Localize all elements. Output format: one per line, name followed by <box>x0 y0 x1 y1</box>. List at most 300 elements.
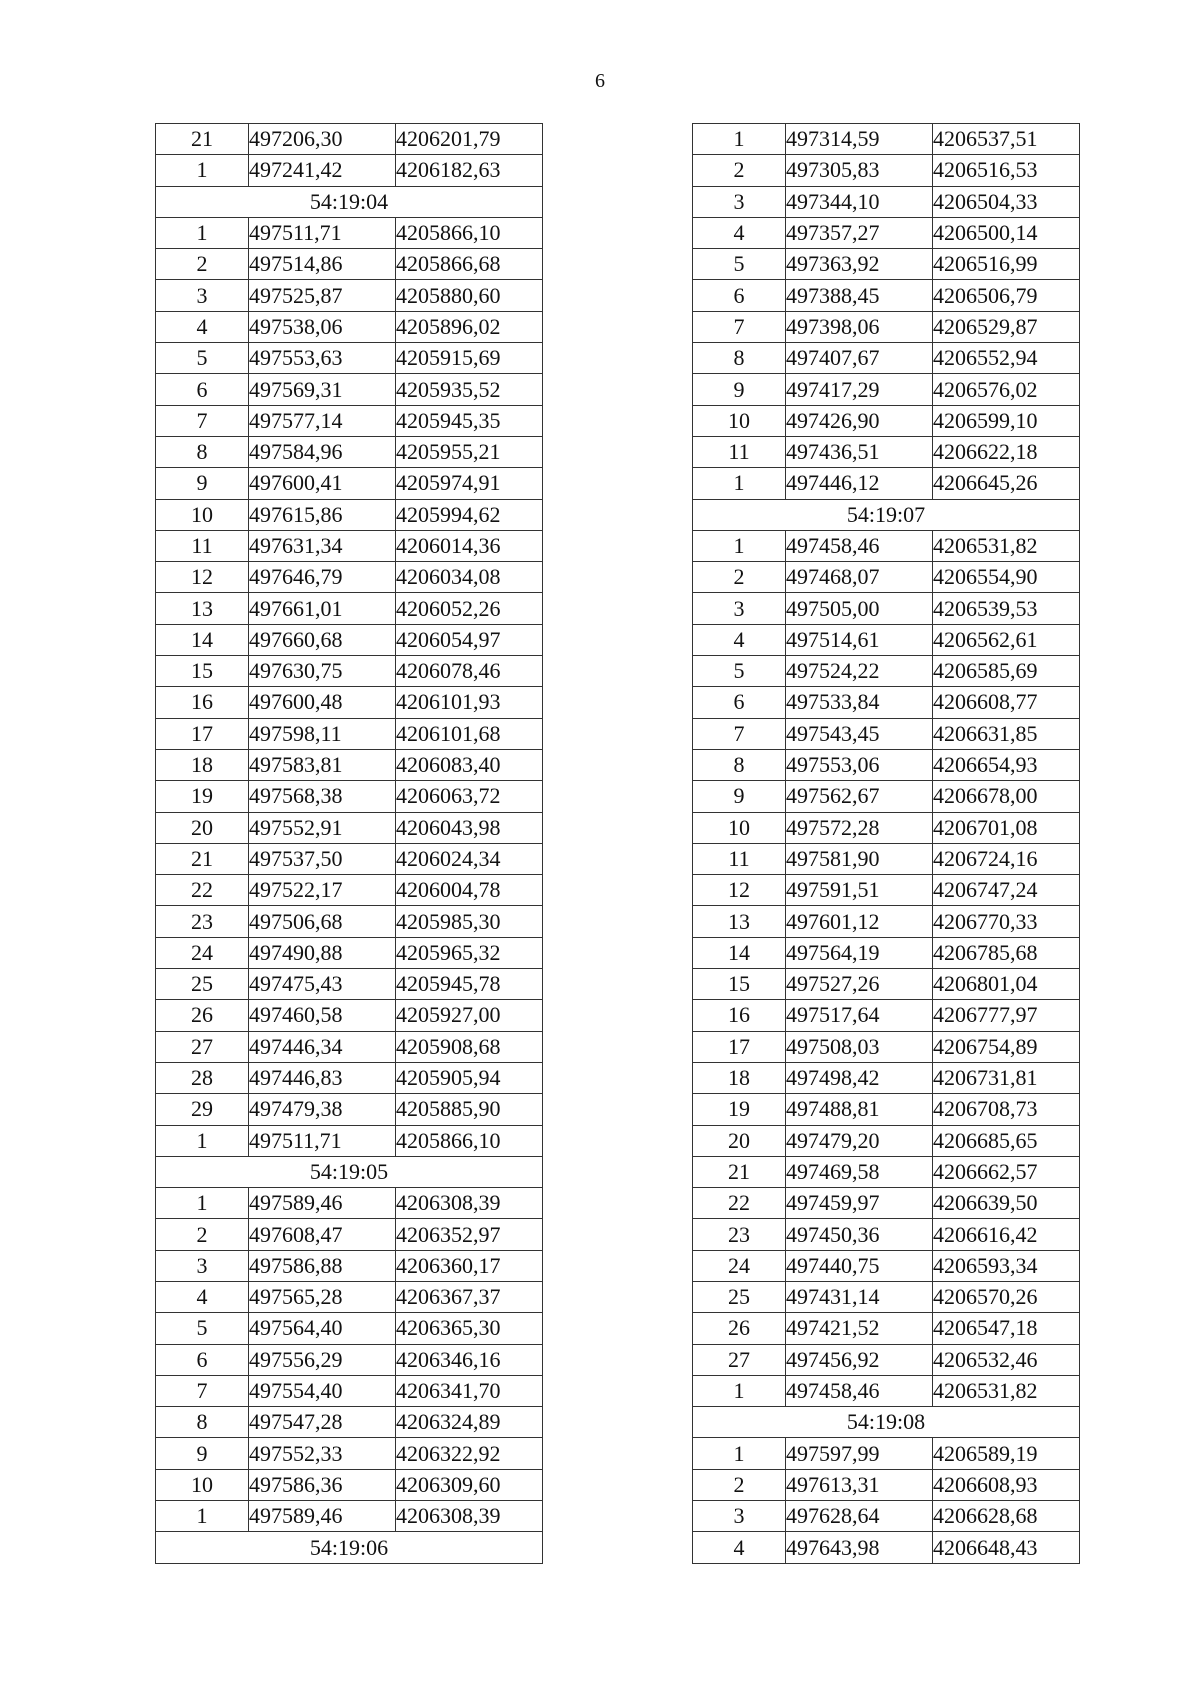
y-coordinate-cell: 4206078,46 <box>396 656 543 687</box>
x-coordinate-cell: 497562,67 <box>786 781 933 812</box>
x-coordinate-cell: 497479,38 <box>249 1094 396 1125</box>
table-row <box>693 906 1080 937</box>
x-coordinate-cell: 497426,90 <box>786 405 933 436</box>
cadastral-block-number: 54:19:07 <box>693 499 1080 530</box>
table-row <box>156 562 543 593</box>
y-coordinate-cell: 4206639,50 <box>933 1188 1080 1219</box>
table-row <box>693 1062 1080 1093</box>
point-number-cell: 7 <box>156 1375 249 1406</box>
x-coordinate-cell: 497446,34 <box>249 1031 396 1062</box>
y-coordinate-cell: 4205866,10 <box>396 1125 543 1156</box>
point-number-cell: 1 <box>693 468 786 499</box>
y-coordinate-cell: 4206346,16 <box>396 1344 543 1375</box>
y-coordinate-cell: 4206052,26 <box>396 593 543 624</box>
table-row <box>693 1469 1080 1500</box>
y-coordinate-cell: 4206532,46 <box>933 1344 1080 1375</box>
x-coordinate-cell: 497586,88 <box>249 1250 396 1281</box>
y-coordinate-cell: 4206785,68 <box>933 937 1080 968</box>
y-coordinate-cell: 4206063,72 <box>396 781 543 812</box>
table-row <box>693 124 1080 155</box>
y-coordinate-cell: 4206576,02 <box>933 374 1080 405</box>
point-number-cell: 11 <box>693 843 786 874</box>
section-header-row <box>693 1407 1080 1438</box>
table-row <box>693 1344 1080 1375</box>
point-number-cell: 15 <box>156 656 249 687</box>
x-coordinate-cell: 497586,36 <box>249 1469 396 1500</box>
x-coordinate-cell: 497613,31 <box>786 1469 933 1500</box>
table-row <box>156 1188 543 1219</box>
table-row <box>156 1407 543 1438</box>
table-row <box>693 280 1080 311</box>
point-number-cell: 17 <box>693 1031 786 1062</box>
table-row <box>693 155 1080 186</box>
point-number-cell: 4 <box>693 624 786 655</box>
x-coordinate-cell: 497314,59 <box>786 124 933 155</box>
table-row <box>156 1344 543 1375</box>
x-coordinate-cell: 497568,38 <box>249 781 396 812</box>
point-number-cell: 14 <box>156 624 249 655</box>
x-coordinate-cell: 497597,99 <box>786 1438 933 1469</box>
y-coordinate-cell: 4206034,08 <box>396 562 543 593</box>
y-coordinate-cell: 4205915,69 <box>396 343 543 374</box>
point-number-cell: 1 <box>156 1188 249 1219</box>
table-row <box>693 1094 1080 1125</box>
point-number-cell: 25 <box>693 1281 786 1312</box>
table-row <box>156 436 543 467</box>
point-number-cell: 5 <box>693 656 786 687</box>
x-coordinate-cell: 497553,63 <box>249 343 396 374</box>
x-coordinate-cell: 497450,36 <box>786 1219 933 1250</box>
x-coordinate-cell: 497398,06 <box>786 311 933 342</box>
x-coordinate-cell: 497357,27 <box>786 217 933 248</box>
y-coordinate-cell: 4206662,57 <box>933 1156 1080 1187</box>
point-number-cell: 18 <box>693 1062 786 1093</box>
table-row <box>693 436 1080 467</box>
x-coordinate-cell: 497517,64 <box>786 1000 933 1031</box>
y-coordinate-cell: 4206599,10 <box>933 405 1080 436</box>
point-number-cell: 3 <box>693 1501 786 1532</box>
x-coordinate-cell: 497456,92 <box>786 1344 933 1375</box>
table-row <box>693 311 1080 342</box>
y-coordinate-cell: 4206043,98 <box>396 812 543 843</box>
y-coordinate-cell: 4206777,97 <box>933 1000 1080 1031</box>
point-number-cell: 26 <box>156 1000 249 1031</box>
y-coordinate-cell: 4206352,97 <box>396 1219 543 1250</box>
table-row <box>156 593 543 624</box>
y-coordinate-cell: 4206341,70 <box>396 1375 543 1406</box>
point-number-cell: 2 <box>156 1219 249 1250</box>
x-coordinate-cell: 497554,40 <box>249 1375 396 1406</box>
section-header-row <box>156 1156 543 1187</box>
table-row <box>156 155 543 186</box>
y-coordinate-cell: 4205945,35 <box>396 405 543 436</box>
x-coordinate-cell: 497527,26 <box>786 969 933 1000</box>
y-coordinate-cell: 4206531,82 <box>933 530 1080 561</box>
point-number-cell: 2 <box>156 249 249 280</box>
y-coordinate-cell: 4206324,89 <box>396 1407 543 1438</box>
x-coordinate-cell: 497537,50 <box>249 843 396 874</box>
table-row <box>693 593 1080 624</box>
x-coordinate-cell: 497417,29 <box>786 374 933 405</box>
x-coordinate-cell: 497511,71 <box>249 217 396 248</box>
point-number-cell: 17 <box>156 718 249 749</box>
point-number-cell: 27 <box>156 1031 249 1062</box>
point-number-cell: 9 <box>156 1438 249 1469</box>
y-coordinate-cell: 4206608,77 <box>933 687 1080 718</box>
table-row <box>156 624 543 655</box>
point-number-cell: 6 <box>693 687 786 718</box>
x-coordinate-cell: 497241,42 <box>249 155 396 186</box>
x-coordinate-cell: 497388,45 <box>786 280 933 311</box>
x-coordinate-cell: 497436,51 <box>786 436 933 467</box>
y-coordinate-cell: 4206014,36 <box>396 530 543 561</box>
table-row <box>693 1125 1080 1156</box>
table-row <box>156 687 543 718</box>
x-coordinate-cell: 497508,03 <box>786 1031 933 1062</box>
table-row <box>156 280 543 311</box>
point-number-cell: 5 <box>156 343 249 374</box>
x-coordinate-cell: 497525,87 <box>249 280 396 311</box>
x-coordinate-cell: 497591,51 <box>786 875 933 906</box>
y-coordinate-cell: 4206308,39 <box>396 1501 543 1532</box>
y-coordinate-cell: 4206322,92 <box>396 1438 543 1469</box>
table-row <box>156 217 543 248</box>
point-number-cell: 4 <box>156 311 249 342</box>
x-coordinate-cell: 497407,67 <box>786 343 933 374</box>
x-coordinate-cell: 497446,12 <box>786 468 933 499</box>
x-coordinate-cell: 497600,48 <box>249 687 396 718</box>
x-coordinate-cell: 497421,52 <box>786 1313 933 1344</box>
x-coordinate-cell: 497589,46 <box>249 1501 396 1532</box>
point-number-cell: 7 <box>156 405 249 436</box>
table-row <box>693 405 1080 436</box>
point-number-cell: 9 <box>693 374 786 405</box>
y-coordinate-cell: 4206570,26 <box>933 1281 1080 1312</box>
table-row <box>693 875 1080 906</box>
x-coordinate-cell: 497498,42 <box>786 1062 933 1093</box>
table-row <box>156 530 543 561</box>
table-row <box>693 937 1080 968</box>
y-coordinate-cell: 4206770,33 <box>933 906 1080 937</box>
y-coordinate-cell: 4205905,94 <box>396 1062 543 1093</box>
x-coordinate-cell: 497577,14 <box>249 405 396 436</box>
table-row <box>156 1094 543 1125</box>
table-row <box>693 249 1080 280</box>
x-coordinate-cell: 497514,86 <box>249 249 396 280</box>
x-coordinate-cell: 497572,28 <box>786 812 933 843</box>
y-coordinate-cell: 4206024,34 <box>396 843 543 874</box>
x-coordinate-cell: 497564,40 <box>249 1313 396 1344</box>
x-coordinate-cell: 497583,81 <box>249 749 396 780</box>
x-coordinate-cell: 497431,14 <box>786 1281 933 1312</box>
x-coordinate-cell: 497630,75 <box>249 656 396 687</box>
table-row <box>156 1125 543 1156</box>
x-coordinate-cell: 497553,06 <box>786 749 933 780</box>
table-row <box>693 1031 1080 1062</box>
x-coordinate-cell: 497490,88 <box>249 937 396 968</box>
y-coordinate-cell: 4206539,53 <box>933 593 1080 624</box>
point-number-cell: 28 <box>156 1062 249 1093</box>
y-coordinate-cell: 4206516,99 <box>933 249 1080 280</box>
x-coordinate-cell: 497631,34 <box>249 530 396 561</box>
point-number-cell: 16 <box>156 687 249 718</box>
x-coordinate-cell: 497506,68 <box>249 906 396 937</box>
point-number-cell: 2 <box>693 562 786 593</box>
y-coordinate-cell: 4206685,65 <box>933 1125 1080 1156</box>
table-row <box>693 562 1080 593</box>
x-coordinate-cell: 497533,84 <box>786 687 933 718</box>
table-row <box>156 468 543 499</box>
table-row <box>156 1250 543 1281</box>
x-coordinate-cell: 497615,86 <box>249 499 396 530</box>
point-number-cell: 8 <box>156 436 249 467</box>
table-row <box>693 1250 1080 1281</box>
x-coordinate-cell: 497460,58 <box>249 1000 396 1031</box>
table-row <box>693 718 1080 749</box>
y-coordinate-cell: 4205935,52 <box>396 374 543 405</box>
point-number-cell: 13 <box>693 906 786 937</box>
table-row <box>156 124 543 155</box>
table-row <box>693 1281 1080 1312</box>
cadastral-block-number: 54:19:08 <box>693 1407 1080 1438</box>
table-row <box>156 1469 543 1500</box>
x-coordinate-cell: 497488,81 <box>786 1094 933 1125</box>
point-number-cell: 6 <box>693 280 786 311</box>
table-row <box>156 311 543 342</box>
table-row <box>693 530 1080 561</box>
table-row <box>156 499 543 530</box>
table-row <box>693 468 1080 499</box>
x-coordinate-cell: 497363,92 <box>786 249 933 280</box>
y-coordinate-cell: 4206504,33 <box>933 186 1080 217</box>
y-coordinate-cell: 4206506,79 <box>933 280 1080 311</box>
y-coordinate-cell: 4205974,91 <box>396 468 543 499</box>
y-coordinate-cell: 4206608,93 <box>933 1469 1080 1500</box>
y-coordinate-cell: 4206516,53 <box>933 155 1080 186</box>
x-coordinate-cell: 497505,00 <box>786 593 933 624</box>
y-coordinate-cell: 4205896,02 <box>396 311 543 342</box>
table-row <box>156 1062 543 1093</box>
y-coordinate-cell: 4206585,69 <box>933 656 1080 687</box>
y-coordinate-cell: 4206367,37 <box>396 1281 543 1312</box>
point-number-cell: 7 <box>693 311 786 342</box>
x-coordinate-cell: 497543,45 <box>786 718 933 749</box>
x-coordinate-cell: 497556,29 <box>249 1344 396 1375</box>
x-coordinate-cell: 497524,22 <box>786 656 933 687</box>
table-row <box>156 1313 543 1344</box>
x-coordinate-cell: 497468,07 <box>786 562 933 593</box>
x-coordinate-cell: 497552,91 <box>249 812 396 843</box>
cadastral-block-number: 54:19:06 <box>156 1532 543 1563</box>
y-coordinate-cell: 4206365,30 <box>396 1313 543 1344</box>
x-coordinate-cell: 497547,28 <box>249 1407 396 1438</box>
point-number-cell: 1 <box>156 217 249 248</box>
x-coordinate-cell: 497511,71 <box>249 1125 396 1156</box>
table-row <box>693 1438 1080 1469</box>
table-row <box>156 843 543 874</box>
x-coordinate-cell: 497601,12 <box>786 906 933 937</box>
page-number: 6 <box>595 70 605 92</box>
y-coordinate-cell: 4206529,87 <box>933 311 1080 342</box>
y-coordinate-cell: 4206360,17 <box>396 1250 543 1281</box>
table-row <box>693 969 1080 1000</box>
x-coordinate-cell: 497458,46 <box>786 530 933 561</box>
table-row <box>156 1031 543 1062</box>
section-header-row <box>156 186 543 217</box>
point-number-cell: 21 <box>693 1156 786 1187</box>
y-coordinate-cell: 4206678,00 <box>933 781 1080 812</box>
table-row <box>693 843 1080 874</box>
x-coordinate-cell: 497440,75 <box>786 1250 933 1281</box>
y-coordinate-cell: 4206083,40 <box>396 749 543 780</box>
point-number-cell: 20 <box>156 812 249 843</box>
table-row <box>693 781 1080 812</box>
y-coordinate-cell: 4206616,42 <box>933 1219 1080 1250</box>
section-header-row <box>693 499 1080 530</box>
y-coordinate-cell: 4205927,00 <box>396 1000 543 1031</box>
y-coordinate-cell: 4205965,32 <box>396 937 543 968</box>
point-number-cell: 24 <box>693 1250 786 1281</box>
cadastral-block-number: 54:19:05 <box>156 1156 543 1187</box>
cadastral-block-number: 54:19:04 <box>156 186 543 217</box>
y-coordinate-cell: 4206645,26 <box>933 468 1080 499</box>
table-row <box>693 1188 1080 1219</box>
point-number-cell: 1 <box>156 1125 249 1156</box>
x-coordinate-cell: 497459,97 <box>786 1188 933 1219</box>
y-coordinate-cell: 4206622,18 <box>933 436 1080 467</box>
x-coordinate-cell: 497538,06 <box>249 311 396 342</box>
table-row <box>156 1281 543 1312</box>
table-row <box>156 656 543 687</box>
y-coordinate-cell: 4206724,16 <box>933 843 1080 874</box>
point-number-cell: 13 <box>156 593 249 624</box>
y-coordinate-cell: 4206101,93 <box>396 687 543 718</box>
point-number-cell: 9 <box>693 781 786 812</box>
table-row <box>693 1532 1080 1563</box>
x-coordinate-cell: 497469,58 <box>786 1156 933 1187</box>
x-coordinate-cell: 497646,79 <box>249 562 396 593</box>
point-number-cell: 14 <box>693 937 786 968</box>
table-row <box>693 624 1080 655</box>
point-number-cell: 1 <box>693 1375 786 1406</box>
point-number-cell: 10 <box>693 812 786 843</box>
point-number-cell: 22 <box>156 875 249 906</box>
y-coordinate-cell: 4206308,39 <box>396 1188 543 1219</box>
point-number-cell: 23 <box>156 906 249 937</box>
y-coordinate-cell: 4206054,97 <box>396 624 543 655</box>
point-number-cell: 3 <box>156 1250 249 1281</box>
y-coordinate-cell: 4205945,78 <box>396 969 543 1000</box>
y-coordinate-cell: 4206500,14 <box>933 217 1080 248</box>
table-row <box>156 875 543 906</box>
point-number-cell: 29 <box>156 1094 249 1125</box>
x-coordinate-cell: 497569,31 <box>249 374 396 405</box>
y-coordinate-cell: 4206654,93 <box>933 749 1080 780</box>
x-coordinate-cell: 497600,41 <box>249 468 396 499</box>
table-row <box>156 1438 543 1469</box>
table-row <box>156 1375 543 1406</box>
coordinates-table-right-body <box>693 124 1080 1564</box>
x-coordinate-cell: 497643,98 <box>786 1532 933 1563</box>
point-number-cell: 19 <box>693 1094 786 1125</box>
point-number-cell: 2 <box>693 155 786 186</box>
table-row <box>156 1000 543 1031</box>
x-coordinate-cell: 497565,28 <box>249 1281 396 1312</box>
table-row <box>693 1501 1080 1532</box>
table-row <box>156 1501 543 1532</box>
table-row <box>156 343 543 374</box>
point-number-cell: 1 <box>156 155 249 186</box>
y-coordinate-cell: 4206547,18 <box>933 1313 1080 1344</box>
table-row <box>693 1219 1080 1250</box>
point-number-cell: 2 <box>693 1469 786 1500</box>
y-coordinate-cell: 4206731,81 <box>933 1062 1080 1093</box>
x-coordinate-cell: 497522,17 <box>249 875 396 906</box>
y-coordinate-cell: 4206801,04 <box>933 969 1080 1000</box>
point-number-cell: 20 <box>693 1125 786 1156</box>
table-row <box>693 186 1080 217</box>
table-row <box>693 656 1080 687</box>
table-row <box>156 781 543 812</box>
table-row <box>693 687 1080 718</box>
table-row <box>693 1313 1080 1344</box>
table-row <box>693 343 1080 374</box>
y-coordinate-cell: 4205908,68 <box>396 1031 543 1062</box>
point-number-cell: 21 <box>156 124 249 155</box>
y-coordinate-cell: 4205994,62 <box>396 499 543 530</box>
x-coordinate-cell: 497584,96 <box>249 436 396 467</box>
table-row <box>693 1156 1080 1187</box>
table-row <box>156 937 543 968</box>
table-row <box>156 374 543 405</box>
point-number-cell: 24 <box>156 937 249 968</box>
x-coordinate-cell: 497479,20 <box>786 1125 933 1156</box>
y-coordinate-cell: 4205955,21 <box>396 436 543 467</box>
point-number-cell: 10 <box>156 499 249 530</box>
y-coordinate-cell: 4206593,34 <box>933 1250 1080 1281</box>
point-number-cell: 12 <box>156 562 249 593</box>
y-coordinate-cell: 4205866,68 <box>396 249 543 280</box>
table-row <box>156 405 543 436</box>
point-number-cell: 4 <box>693 217 786 248</box>
point-number-cell: 27 <box>693 1344 786 1375</box>
point-number-cell: 18 <box>156 749 249 780</box>
x-coordinate-cell: 497514,61 <box>786 624 933 655</box>
x-coordinate-cell: 497581,90 <box>786 843 933 874</box>
point-number-cell: 6 <box>156 374 249 405</box>
x-coordinate-cell: 497564,19 <box>786 937 933 968</box>
point-number-cell: 12 <box>693 875 786 906</box>
y-coordinate-cell: 4206101,68 <box>396 718 543 749</box>
coordinates-table-left <box>155 123 543 1564</box>
x-coordinate-cell: 497589,46 <box>249 1188 396 1219</box>
y-coordinate-cell: 4206309,60 <box>396 1469 543 1500</box>
point-number-cell: 5 <box>156 1313 249 1344</box>
point-number-cell: 8 <box>693 343 786 374</box>
x-coordinate-cell: 497598,11 <box>249 718 396 749</box>
point-number-cell: 4 <box>156 1281 249 1312</box>
point-number-cell: 11 <box>156 530 249 561</box>
y-coordinate-cell: 4206631,85 <box>933 718 1080 749</box>
x-coordinate-cell: 497552,33 <box>249 1438 396 1469</box>
y-coordinate-cell: 4206537,51 <box>933 124 1080 155</box>
y-coordinate-cell: 4206648,43 <box>933 1532 1080 1563</box>
point-number-cell: 21 <box>156 843 249 874</box>
point-number-cell: 10 <box>156 1469 249 1500</box>
y-coordinate-cell: 4206589,19 <box>933 1438 1080 1469</box>
y-coordinate-cell: 4206562,61 <box>933 624 1080 655</box>
point-number-cell: 9 <box>156 468 249 499</box>
